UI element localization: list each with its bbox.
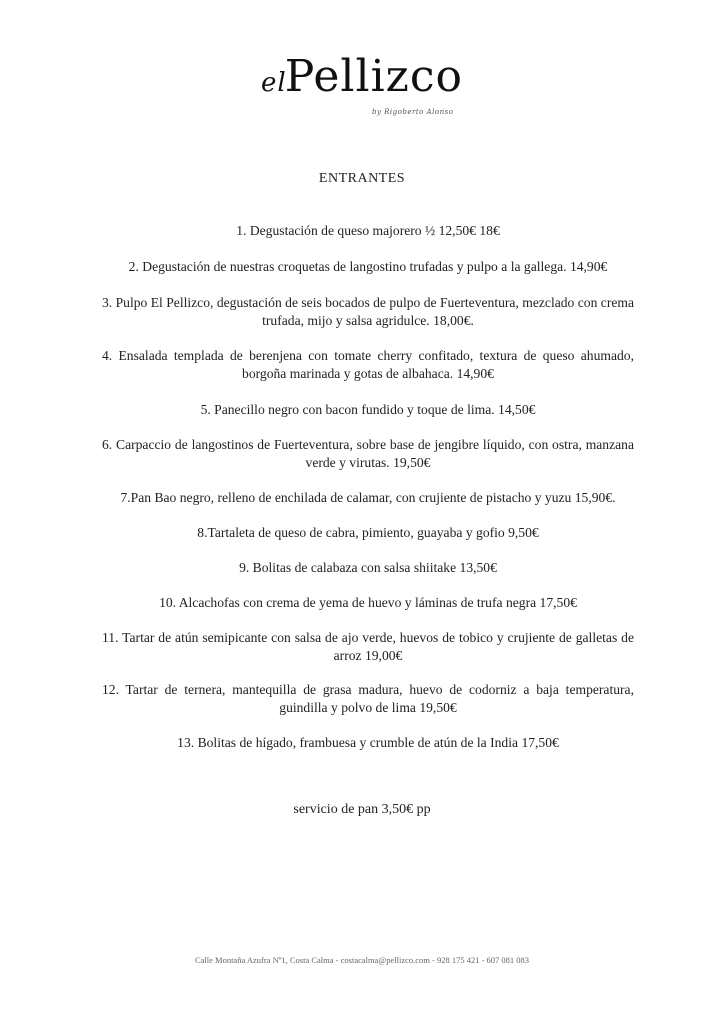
menu-item-9: 9. Bolitas de calabaza con salsa shiitake 13,50€ [239,560,497,575]
menu-item-5: 5. Panecillo negro con bacon fundido y toque de lima. 14,50€ [200,402,536,417]
bread-service: servicio de pan 3,50€ pp [293,802,431,817]
menu-item-12: 12. Tartar de ternera, mantequilla de grasa madura, huevo de codorniz a baja temperatura, guindilla y polvo de lima 19,50€ [102,682,634,715]
menu-item-7: 7.Pan Bao negro, relleno de enchilada de calamar, con crujiente de pistacho y yuzu 15,90€. [120,490,616,505]
menu-item-11: 11. Tartar de atún semipicante con salsa de ajo verde, huevos de tobico y crujiente de galletas de arroz 19,00€ [102,630,634,663]
menu-item-10: 10. Alcachofas con crema de yema de huevo y láminas de trufa negra 17,50€ [159,595,577,610]
logo-byline: by Rigoberto Alonso [372,108,454,116]
restaurant-logo [0,50,724,116]
logo-name: Pellizco [284,51,463,102]
menu-item-1: 1. Degustación de queso majorero ½ 12,50€ 18€ [236,223,500,238]
logo-el: el [261,68,287,98]
menu-item-4: 4. Ensalada templada de berenjena con tomate cherry confitado, textura de queso ahumado, borgoña marinada y gotas de albahaca. 14,90€ [102,348,634,381]
footer-contact: Calle Montaña Azufra Nº1, Costa Calma - costacalma@pellizco.com - 928 175 421 - 607 081 083 [194,955,530,965]
section-title: ENTRANTES [318,171,406,186]
menu-item-13: 13. Bolitas de hígado, frambuesa y crumble de atún de la India 17,50€ [177,735,559,750]
menu-item-6: 6. Carpaccio de langostinos de Fuerteventura, sobre base de jengibre líquido, con ostra, manzana verde y virutas. 19,50€ [102,437,634,470]
menu-list [102,222,634,752]
menu-item-2: 2. Degustación de nuestras croquetas de langostino trufadas y pulpo a la gallega. 14,90€ [128,259,608,274]
menu-item-8: 8.Tartaleta de queso de cabra, pimiento, guayaba y gofio 9,50€ [197,525,539,540]
logo-wordmark [261,50,463,110]
menu-item-3: 3. Pulpo El Pellizco, degustación de seis bocados de pulpo de Fuerteventura, mezclado con crema trufada, mijo y salsa agridulce. 18,00€. [102,295,634,328]
